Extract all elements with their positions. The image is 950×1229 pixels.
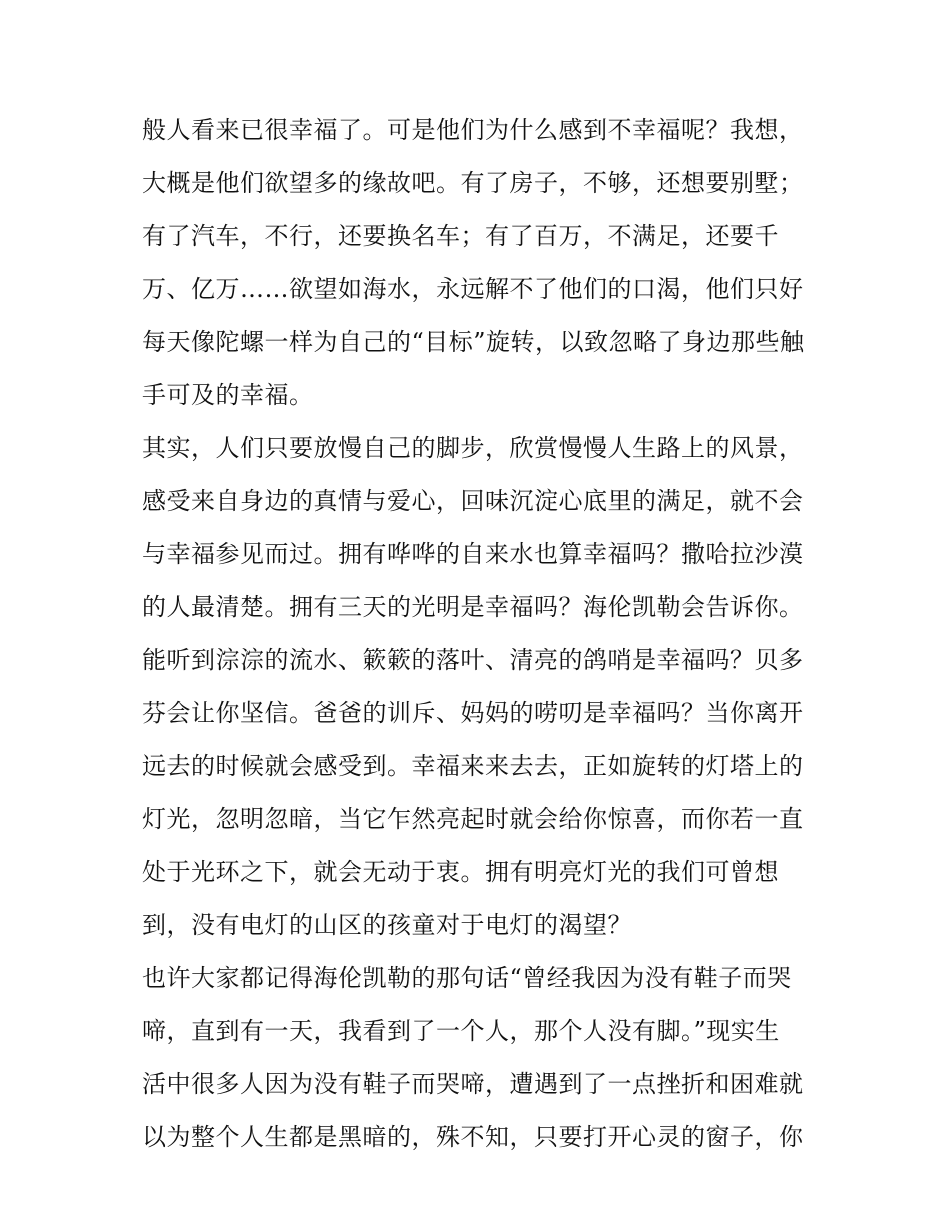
text-line: 处于光环之下，就会无动于衷。拥有明亮灯光的我们可曾想	[142, 858, 779, 886]
text-line: 到，没有电灯的山区的孩童对于电灯的渴望？	[142, 911, 632, 939]
body-text	[142, 104, 822, 1164]
text-line: 万、亿万……欲望如海水，永远解不了他们的口渴，他们只好	[142, 275, 804, 303]
text-line: 灯光，忽明忽暗，当它乍然亮起时就会给你惊喜，而你若一直	[142, 805, 804, 833]
text-line: 啼，直到有一天，我看到了一个人，那个人没有脚。”现实生	[142, 1017, 780, 1045]
text-line: 其实，人们只要放慢自己的脚步，欣赏慢慢人生路上的风景，	[142, 434, 804, 462]
text-line: 远去的时候就会感受到。幸福来来去去，正如旋转的灯塔上的	[142, 752, 804, 780]
text-line: 与幸福参见而过。拥有哗哗的自来水也算幸福吗？撒哈拉沙漠	[142, 540, 804, 568]
text-line: 活中很多人因为没有鞋子而哭啼，遭遇到了一点挫折和困难就	[142, 1070, 804, 1098]
text-line: 有了汽车，不行，还要换名车；有了百万，不满足，还要千	[142, 222, 779, 250]
text-line: 每天像陀螺一样为自己的“目标”旋转，以致忽略了身边那些触	[142, 328, 805, 356]
text-line: 芬会让你坚信。爸爸的训斥、妈妈的唠叨是幸福吗？当你离开	[142, 699, 804, 727]
text-line: 也许大家都记得海伦凯勒的那句话“曾经我因为没有鞋子而哭	[142, 964, 792, 992]
text-line: 以为整个人生都是黑暗的，殊不知，只要打开心灵的窗子，你	[142, 1123, 804, 1151]
text-line: 感受来自身边的真情与爱心，回味沉淀心底里的满足，就不会	[142, 487, 804, 515]
text-line: 的人最清楚。拥有三天的光明是幸福吗？海伦凯勒会告诉你。	[142, 593, 804, 621]
text-line: 能听到淙淙的流水、簌簌的落叶、清亮的鸽哨是幸福吗？贝多	[142, 646, 804, 674]
text-line: 般人看来已很幸福了。可是他们为什么感到不幸福呢？我想，	[142, 116, 804, 144]
text-line: 大概是他们欲望多的缘故吧。有了房子，不够，还想要别墅；	[142, 169, 804, 197]
text-line: 手可及的幸福。	[142, 381, 314, 409]
